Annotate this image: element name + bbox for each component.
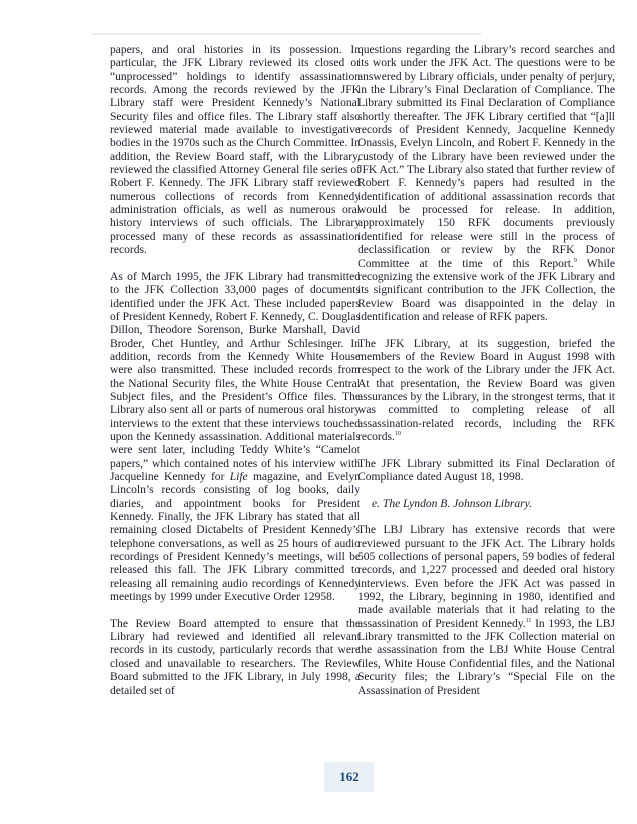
paragraph-jfk-transmittals — [110, 271, 360, 605]
section-subheading: e. The Lyndon B. Johnson Library. — [372, 497, 533, 510]
paragraph-text: The JFK Library, at its suggestion, briefed the members of the Review Board in August 1998 with respect to the work of the Library under the JFK Act. At that presentation, the Review Board was given assurances by the Library, in the strongest terms, that it was committed to completing release of all assassination-related records, including the RFK records. — [358, 337, 615, 443]
italic-title-life: Life — [229, 471, 248, 483]
paragraph-review-board-questions: The Review Board attempted to ensure that the Library had reviewed and identified all relevant records in its custody, particularly records that were closed and unavailable to researchers. The Review Board submitted to the JFK Library, in July 1998, a detailed set of — [110, 617, 360, 697]
paragraph-declaration-date: The JFK Library submitted its Final Declaration of Compliance dated August 18, 1998. — [358, 457, 615, 483]
paragraph-text: The LBJ Library has extensive records that were reviewed pursuant to the JFK Act. The Library holds 505 collections of personal papers, 59 bodies of federal records, and 1,227 processed and deeded oral history interviews. Even before the JFK Act was passed in 1992, the Library, beginning in 1980, identified and made available materials that it had relating to the assassination of President Kennedy. — [358, 524, 615, 630]
paragraph-text: As of March 1995, the JFK Library had transmitted to the JFK Collection 33,000 pages of documents identified under the JFK Act. These included papers of President Kennedy, Robert F. Kennedy, C. Douglas Dillon, Theodore Sorenson, Burke Marshall, David Broder, Chet Huntley, and Arthur Schlesinger. In addition, records from the Kennedy White House were also transmitted. These included records from the National Security files, the White House Central Subject files, and the President’s Office files. The Library also sent all or parts of numerous oral history interviews to the extent that these interviews touched upon the Kennedy assassination. Additional materials were sent later, including Teddy White’s “Camelot papers,” which contained notes of his interview with Jacqueline Kennedy for — [110, 270, 360, 483]
page-number-box — [324, 762, 374, 792]
paragraph-jfk-library-review: papers, and oral histories in its possession. In particular, the JFK Library reviewed its closed or “unprocessed” holdings to identify assassination records. Among the records reviewed by the JFK Library staff were President Kennedy’s National Security files and office files. The Library staff also reviewed material made available to investigative bodies in the 1970s such as the Church Committee. In addition, the Review Board staff, with the Library, reviewed the classified Attorney General file series of Robert F. Kennedy. The JFK Library staff reviewed numerous collections of records from Kennedy administration officials, as well as numerous oral history interviews of such officials. The Library processed many of these records as assassination records. — [110, 44, 360, 257]
footnote-marker[interactable]: 11 — [525, 617, 532, 624]
paragraph-text: While recognizing the extensive work of the JFK Library and its significant contribution to the JFK Collection, the Review Board was disappointed in the delay in identification and release of RFK papers. — [358, 257, 615, 323]
left-column — [110, 44, 360, 698]
paragraph-briefing — [358, 338, 615, 445]
paragraph-text: magazine, and Evelyn Lincoln’s records consisting of log books, daily diaries, and appointment books for President Kennedy. Finally, the JFK Library has stated that all remaining closed Dictabelts of President Kennedy’s telephone conversations, as well as 25 hours of audio recordings of President Kennedy’s meetings, will be released this fall. The JFK Library committed to releasing all remaining audio recordings of Kennedy meetings by 1999 under Executive Order 12958. — [110, 471, 360, 604]
header-rule — [92, 33, 481, 35]
page-number: 162 — [339, 769, 359, 784]
paragraph-final-declaration — [358, 44, 615, 324]
paragraph-text: In 1993, the LBJ Library transmitted to the JFK Collection material on the assassination from the LBJ White House Central files, White House Confidential files, and the National Security files; the Library’s “Special File on the Assassination of President — [358, 617, 615, 697]
footnote-marker[interactable]: 9 — [573, 257, 577, 264]
paragraph-text: questions regarding the Library’s record searches and its work under the JFK Act. The questions were to be answered by Library officials, under penalty of perjury, in the Library’s Final Declaration of Compliance. The Library submitted its Final Declaration of Compliance shortly thereafter. The JFK Library certified that “[a]ll records of President Kennedy, Jacqueline Kennedy Onassis, Evelyn Lincoln, and Robert F. Kennedy in the custody of the Library have been reviewed under the JFK Act.” The Library also stated that further review of Robert F. Kennedy’s papers had resulted in the identification of additional assassination records that would be processed for release. In addition, approximately 150 RFK documents previously identified for release were still in the process of declassification or review by the RFK Donor Committee at the time of this Report. — [358, 44, 615, 270]
footnote-marker[interactable]: 10 — [394, 430, 401, 437]
right-column — [358, 44, 615, 698]
paragraph-lbj-library — [358, 524, 615, 697]
